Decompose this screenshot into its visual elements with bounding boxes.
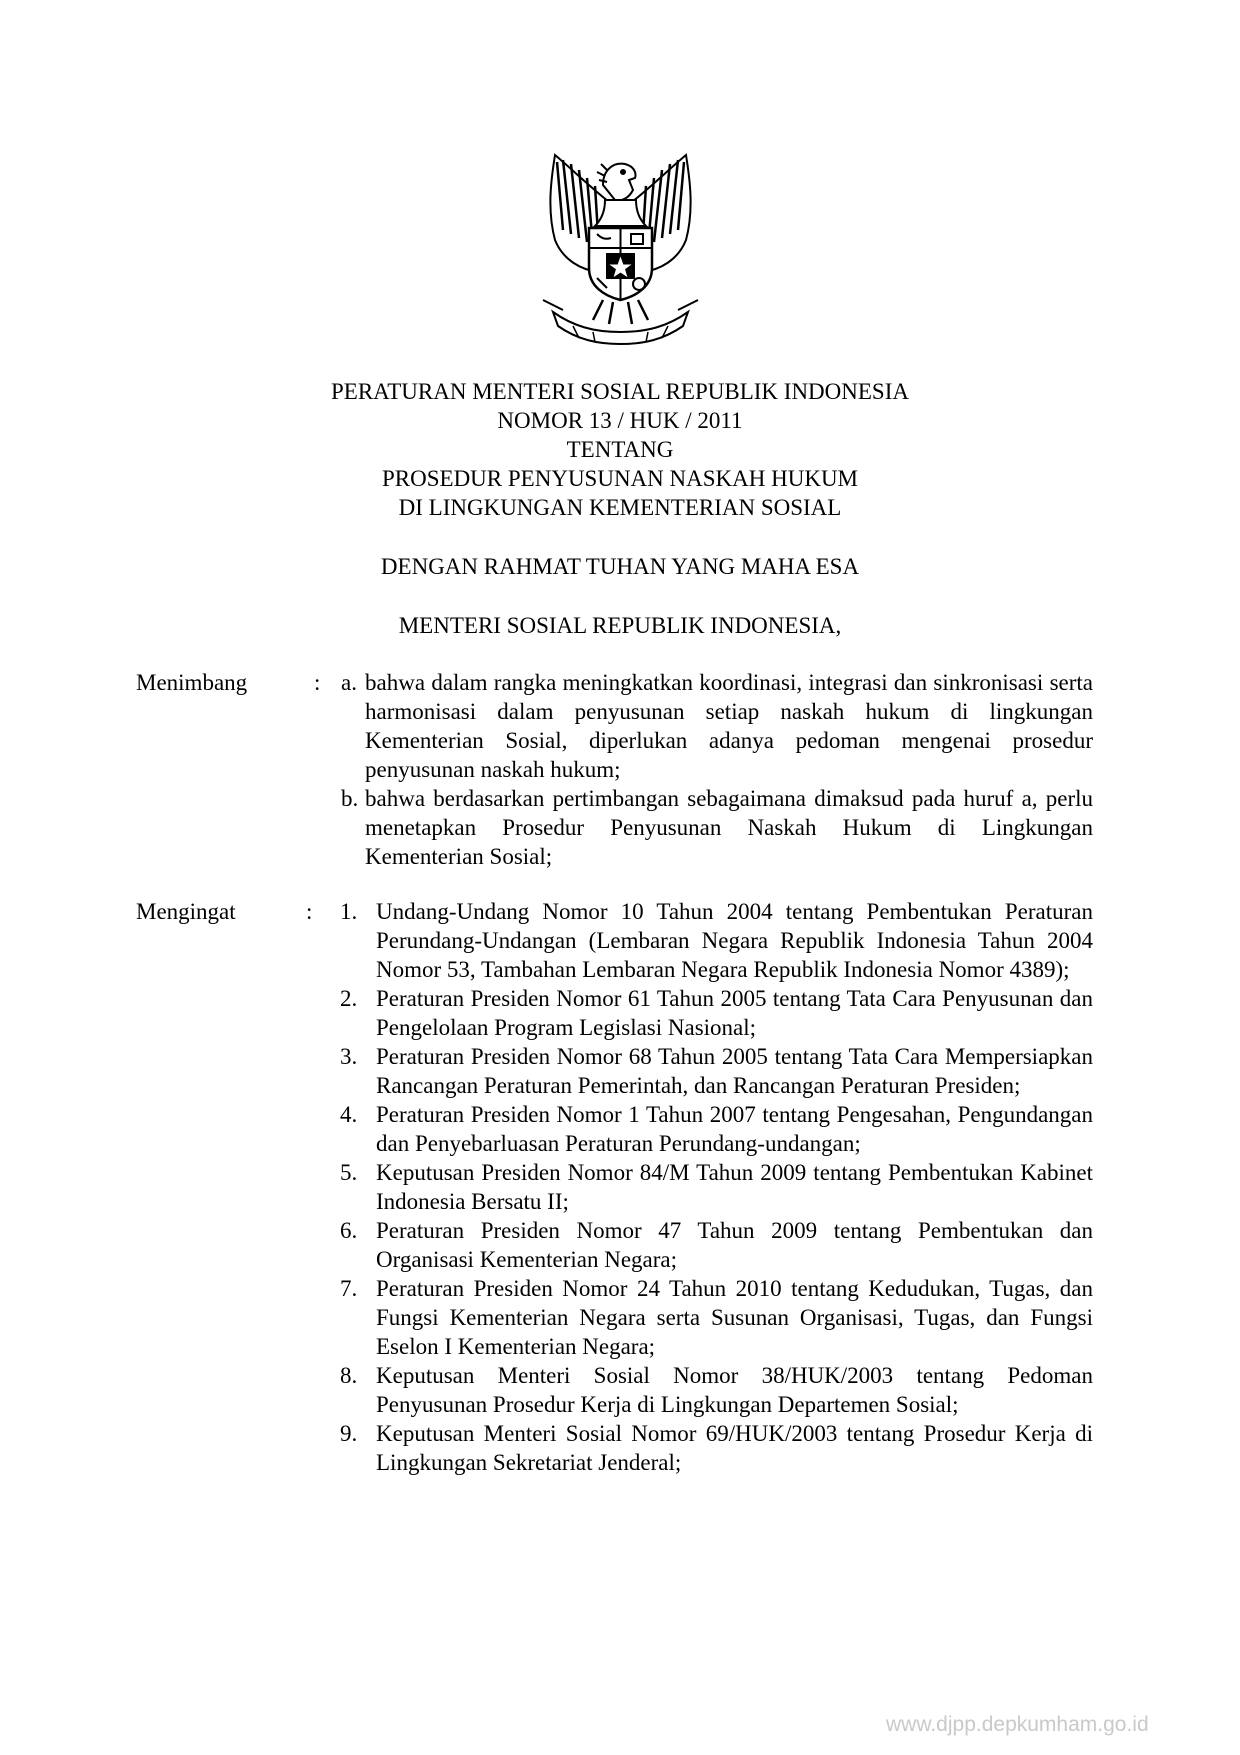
list-item (136, 784, 1096, 871)
item-text: Peraturan Presiden Nomor 47 Tahun 2009 tentang Pembentukan dan Organisasi Kementerian Negara; (376, 1218, 1093, 1272)
document-title-block (0, 377, 1240, 522)
list-item (136, 1042, 1096, 1100)
item-text: Undang-Undang Nomor 10 Tahun 2004 tentang Pembentukan Peraturan Perundang-Undangan (Lembaran Negara Republik Indonesia Tahun 2004 Nomor 53, Tambahan Lembaran Negara Republik Indonesia Nomor 4389); (376, 899, 1093, 982)
mengingat-label: Mengingat (136, 899, 236, 924)
list-item (136, 1158, 1096, 1216)
item-marker: 4. (340, 1102, 358, 1127)
menteri-line: MENTERI SOSIAL REPUBLIK INDONESIA, (398, 613, 842, 638)
item-marker: a. (341, 670, 357, 695)
item-text: Peraturan Presiden Nomor 61 Tahun 2005 tentang Tata Cara Penyusunan dan Pengelolaan Program Legislasi Nasional; (376, 986, 1093, 1040)
list-item (136, 897, 1096, 984)
title-line-subject: PROSEDUR PENYUSUNAN NASKAH HUKUM (381, 466, 859, 491)
menimbang-colon: : (314, 670, 321, 695)
list-item (136, 1274, 1096, 1361)
mengingat-list (136, 897, 1096, 1477)
list-item (136, 1361, 1096, 1419)
list-item (136, 1419, 1096, 1477)
list-item (136, 984, 1096, 1042)
item-text: Keputusan Menteri Sosial Nomor 69/HUK/2003 tentang Prosedur Kerja di Lingkungan Sekretariat Jenderal; (376, 1421, 1093, 1475)
mengingat-colon: : (306, 899, 313, 924)
title-line-tentang: TENTANG (566, 437, 674, 462)
item-marker: 9. (340, 1421, 358, 1446)
item-marker: 7. (340, 1276, 358, 1301)
item-text: Peraturan Presiden Nomor 1 Tahun 2007 tentang Pengesahan, Pengundangan dan Penyebarluasan Peraturan Perundang-undangan; (376, 1102, 1093, 1156)
source-watermark: www.djpp.depkumham.go.id (886, 1713, 1149, 1736)
item-marker: 3. (340, 1044, 358, 1069)
item-marker: 5. (340, 1160, 358, 1185)
title-line-scope: DI LINGKUNGAN KEMENTERIAN SOSIAL (398, 495, 842, 520)
item-text: Peraturan Presiden Nomor 24 Tahun 2010 tentang Kedudukan, Tugas, dan Fungsi Kementerian Negara serta Susunan Organisasi, Tugas, dan Fungsi Eselon I Kementerian Negara; (376, 1276, 1093, 1359)
list-item (136, 668, 1096, 784)
list-item (136, 1216, 1096, 1274)
rahmat-line: DENGAN RAHMAT TUHAN YANG MAHA ESA (380, 554, 860, 579)
item-text: Keputusan Menteri Sosial Nomor 38/HUK/2003 tentang Pedoman Penyusunan Prosedur Kerja di Lingkungan Departemen Sosial; (376, 1363, 1093, 1417)
item-text: Keputusan Presiden Nomor 84/M Tahun 2009 tentang Pembentukan Kabinet Indonesia Bersatu II; (376, 1160, 1093, 1214)
title-line-number: NOMOR 13 / HUK / 2011 (497, 408, 743, 433)
item-text: Peraturan Presiden Nomor 68 Tahun 2005 tentang Tata Cara Mempersiapkan Rancangan Peraturan Pemerintah, dan Rancangan Peraturan Presiden; (376, 1044, 1093, 1098)
list-item (136, 1100, 1096, 1158)
item-marker: 6. (340, 1218, 358, 1243)
title-line-regulation: PERATURAN MENTERI SOSIAL REPUBLIK INDONESIA (331, 379, 909, 404)
garuda-emblem-icon (533, 150, 708, 350)
item-text: bahwa dalam rangka meningkatkan koordinasi, integrasi dan sinkronisasi serta harmonisasi dalam penyusunan setiap naskah hukum di lingkungan Kementerian Sosial, diperlukan adanya pedoman mengenai prosedur penyusunan naskah hukum; (365, 670, 1093, 782)
menimbang-list (136, 668, 1096, 871)
item-marker: 2. (340, 986, 358, 1011)
menimbang-label: Menimbang (136, 670, 248, 695)
item-marker: 1. (340, 899, 358, 924)
item-marker: b. (341, 786, 359, 811)
item-text: bahwa berdasarkan pertimbangan sebagaimana dimaksud pada huruf a, perlu menetapkan Prosedur Penyusunan Naskah Hukum di Lingkungan Kementerian Sosial; (365, 786, 1093, 869)
item-marker: 8. (340, 1363, 358, 1388)
